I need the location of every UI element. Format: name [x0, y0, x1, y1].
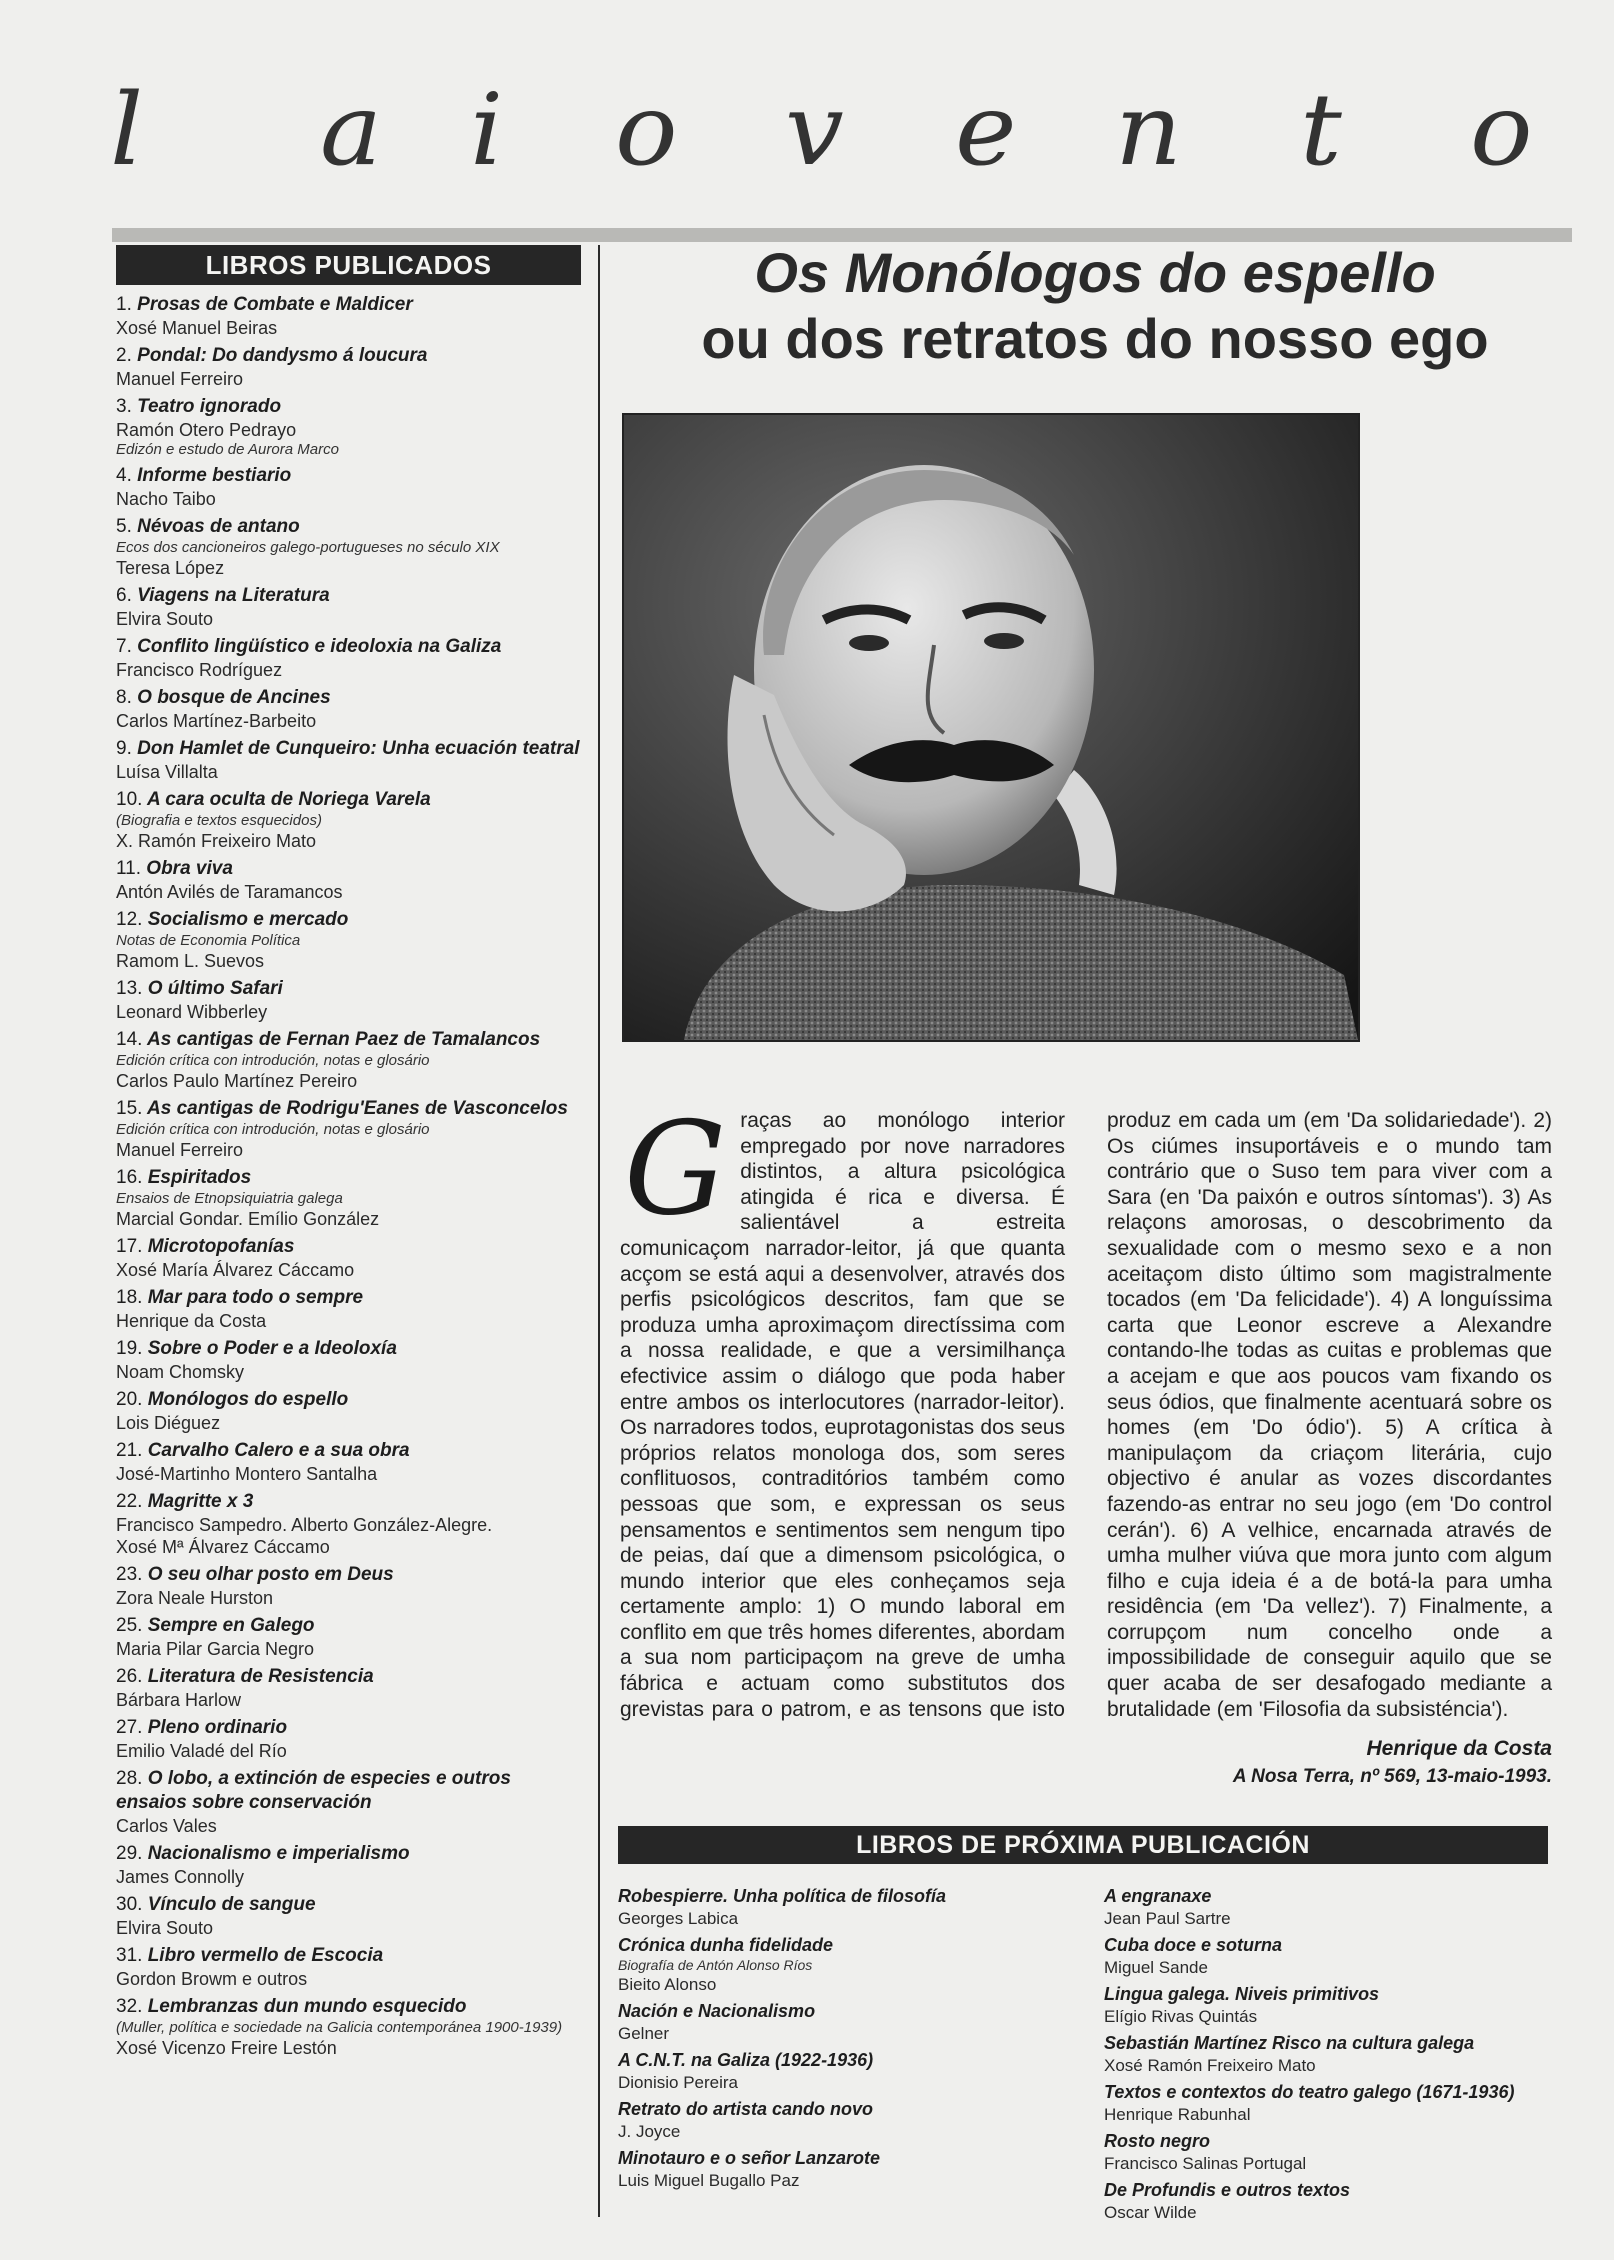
book-title: Sobre o Poder e a Ideoloxía [147, 1338, 397, 1359]
book-title-line [116, 1337, 581, 1361]
book-author: Elvira Souto [116, 609, 214, 629]
upcoming-book-entry [618, 1933, 1088, 1996]
book-author: Carlos Martínez-Barbeito [116, 711, 317, 731]
book-entry [116, 395, 581, 459]
masthead-letter: v [785, 72, 844, 188]
book-author: Francisco Rodríguez [116, 660, 283, 680]
book-entry [116, 686, 581, 732]
book-entry [116, 1028, 581, 1092]
book-entry [116, 344, 581, 390]
book-entry [116, 1337, 581, 1383]
book-number: 2. [116, 345, 132, 366]
masthead-letter: i [470, 72, 504, 188]
book-title: Sempre en Galego [147, 1615, 315, 1636]
book-title: Literatura de Resistencia [147, 1666, 374, 1687]
upcoming-book-author: Francisco Salinas Portugal [1104, 2154, 1307, 2173]
book-entry [116, 1097, 581, 1161]
masthead-letter: o [1470, 72, 1533, 188]
book-number: 11. [116, 858, 142, 879]
book-author: Lois Diéguez [116, 1413, 221, 1433]
book-title: As cantigas de Rodrigu'Eanes de Vasconcelos [147, 1098, 568, 1119]
upcoming-book-title: Lingua galega. Niveis primitivos [1104, 1984, 1380, 2004]
book-number: 25. [116, 1615, 143, 1636]
book-number: 3. [116, 396, 132, 417]
book-entry [116, 857, 581, 903]
book-title: Vínculo de sangue [147, 1894, 316, 1915]
upcoming-book-entry [1104, 2129, 1574, 2175]
book-number: 29. [116, 1843, 143, 1864]
book-author: Gordon Browm e outros [116, 1969, 308, 1989]
book-author: Francisco Sampedro. Alberto González-Alegre. [116, 1515, 493, 1535]
upcoming-book-entry [618, 1884, 1088, 1930]
book-title: O último Safari [147, 978, 283, 999]
book-title: A cara oculta de Noriega Varela [147, 789, 431, 810]
book-author: Noam Chomsky [116, 1362, 245, 1382]
book-subtitle: Ecos dos cancioneiros galego-portugueses no século XIX [116, 539, 500, 556]
book-number: 19. [116, 1338, 143, 1359]
book-entry [116, 908, 581, 972]
book-number: 6. [116, 585, 132, 606]
upcoming-book-entry [618, 2097, 1088, 2143]
byline-author: Henrique da Costa [1366, 1737, 1552, 1760]
upcoming-book-entry [618, 2048, 1088, 2094]
book-author: Nacho Taibo [116, 489, 216, 509]
masthead-letter: l [110, 72, 144, 188]
book-title: Viagens na Literatura [137, 585, 330, 606]
book-title: Don Hamlet de Cunqueiro: Unha ecuación teatral [137, 738, 580, 759]
book-title: Prosas de Combate e Maldicer [137, 294, 413, 315]
upcoming-book-author: J. Joyce [618, 2122, 681, 2141]
upcoming-book-title: De Profundis e outros textos [1104, 2180, 1351, 2200]
upcoming-list-right [1104, 1884, 1574, 2227]
headline-line-1: Os Monólogos do espello [754, 241, 1436, 304]
masthead-letter: a [320, 72, 383, 188]
article-byline [1140, 1735, 1552, 1791]
headline-line-2: ou dos retratos do nosso ego [701, 307, 1489, 370]
book-number: 17. [116, 1236, 143, 1257]
book-title-line [116, 1842, 581, 1866]
book-entry [116, 1490, 581, 1558]
book-number: 27. [116, 1717, 143, 1738]
book-entry [116, 1439, 581, 1485]
book-title: As cantigas de Fernan Paez de Tamalancos [147, 1029, 541, 1050]
book-title: O seu olhar posto em Deus [147, 1564, 394, 1585]
book-title-line [116, 1767, 581, 1815]
book-number: 9. [116, 738, 132, 759]
book-author: James Connolly [116, 1867, 245, 1887]
book-author: Manuel Ferreiro [116, 1140, 244, 1160]
upcoming-book-entry [1104, 1884, 1574, 1930]
book-subtitle: Edición crítica con introdución, notas e glosário [116, 1121, 430, 1138]
book-title: O lobo, a extinción de especies e outros ensaios sobre conservación [116, 1768, 511, 1813]
byline-source: A Nosa Terra, nº 569, 13-maio-1993. [1232, 1766, 1552, 1787]
book-number: 21. [116, 1440, 143, 1461]
book-title: Carvalho Calero e a sua obra [147, 1440, 410, 1461]
book-note: Edizón e estudo de Aurora Marco [116, 441, 339, 458]
book-entry [116, 584, 581, 630]
upcoming-book-author: Luis Miguel Bugallo Paz [618, 2171, 800, 2190]
book-entry [116, 1716, 581, 1762]
upcoming-book-title: Textos e contextos do teatro galego (1671-1936) [1104, 2082, 1515, 2102]
book-author: Maria Pilar Garcia Negro [116, 1639, 315, 1659]
book-entry [116, 977, 581, 1023]
book-title-line [116, 1944, 581, 1968]
book-title-line [116, 737, 581, 761]
book-title-line [116, 1388, 581, 1412]
upcoming-book-title: Cuba doce e soturna [1104, 1935, 1283, 1955]
upcoming-book-author: Jean Paul Sartre [1104, 1909, 1231, 1928]
book-title-line [116, 1614, 581, 1638]
book-author: Xosé Vicenzo Freire Lestón [116, 2038, 337, 2058]
book-subtitle: (Muller, política e sociedade na Galicia contemporánea 1900-1939) [116, 2019, 563, 2036]
book-title-line [116, 1665, 581, 1689]
book-title-line [116, 1166, 581, 1190]
book-subtitle: Edición crítica con introdución, notas e glosário [116, 1052, 430, 1069]
book-author: Zora Neale Hurston [116, 1588, 274, 1608]
book-title: Informe bestiario [137, 465, 292, 486]
upcoming-book-subtitle: Biografía de Antón Alonso Ríos [618, 1957, 813, 1973]
book-author: Antón Avilés de Taramancos [116, 882, 343, 902]
upcoming-book-entry [1104, 1982, 1574, 2028]
book-author: X. Ramón Freixeiro Mato [116, 831, 317, 851]
book-number: 22. [116, 1491, 143, 1512]
masthead-letter: o [615, 72, 678, 188]
upcoming-book-entry [1104, 2031, 1574, 2077]
upcoming-list-left [618, 1884, 1088, 2195]
upcoming-heading: LIBROS DE PRÓXIMA PUBLICACIÓN [618, 1826, 1548, 1864]
book-title-line [116, 1439, 581, 1463]
book-number: 8. [116, 687, 132, 708]
article-body [620, 1095, 1552, 1722]
book-title: Névoas de antano [137, 516, 300, 537]
book-entry [116, 1767, 581, 1837]
book-title-line [116, 1893, 581, 1917]
book-title-line [116, 1716, 581, 1740]
upcoming-book-author: Henrique Rabunhal [1104, 2105, 1251, 2124]
upcoming-book-entry [618, 1999, 1088, 2045]
masthead-letter: n [1115, 72, 1182, 188]
book-entry [116, 1665, 581, 1711]
upcoming-book-title: A engranaxe [1104, 1886, 1212, 1906]
book-entry [116, 293, 581, 339]
article-text: raças ao monólogo interior empregado por nove narradores distintos, a altura psicológica atingida é rica e diversa. É salientável a estreita comunicaçom narrador-leitor, já que quanta acçom se está aqui a desenvolver, através dos perfis psicológicos descritos, fam que se produza umha aproximaçom directíssima com a nossa realidade, e que a versimilhança efectivice assim o diálogo que poda haber entre ambos os interlocutores (narrador-leitor). Os narradores todos, euprotagonistas dos seus próprios relatos monologa dos, som seres conflituosos, contraditórios também como pessoas que som, e expressan os seus pensamentos e sentimentos sem nengum tipo de peias, daí que a dimensom psicológica, o mundo interior que eles conheçamos seja certamente amplo: 1) O mundo laboral em conflito em que três homes diferentes, abordam a sua nom participaçom na greve de umha fábrica e actuam como substitutos dos grevistas para o patrom, e as tensons que isto produz em cada um (em 'Da solidariedade'). 2) Os ciúmes insuportáveis e o mundo tam contrário que o Suso tem para viver com a Sara (en 'Da paixón e outros síntomas'). 3) As relaçons amorosas, o descobrimento da sexualidade com o mesmo sexo e a non aceitaçom disto último som magistralmente tocados (em 'Da felicidade'). 4) A longuíssima carta que Leonor escreve a Alexandre contando-lhe todas as cuitas e problemas que a acejam e que aos poucos vam fixando os seus ódios, que finalmente acentuará sobre os homes (em 'Do ódio'). 5) A crítica à manipulaçom da criaçom literária, cujo objectivo é anular as vozes discordantes fazendo-as entrar no seu jogo (em 'Do control cerán'). 6) A velhice, encarnada através de umha mulher viúva que mora junto com algum filho e cuja ideia é a de botá-la para umha residência (em 'Da vellez'). 7) Finalmente, a corrupçom num concelho onde a impossibilidade de conseguir aquilo que se quer acaba de ser desafogado mediante a brutalidade (em 'Filosofia da subsisténcia'). [620, 1109, 1552, 1721]
upcoming-book-author: Elígio Rivas Quintás [1104, 2007, 1258, 2026]
upcoming-book-title: Crónica dunha fidelidade [618, 1935, 834, 1955]
book-title: Mar para todo o sempre [147, 1287, 364, 1308]
upcoming-book-title: Sebastián Martínez Risco na cultura galega [1104, 2033, 1475, 2053]
upcoming-book-author: Dionisio Pereira [618, 2073, 738, 2092]
book-title-line [116, 1286, 581, 1310]
masthead [110, 55, 1590, 205]
book-author: Xosé Manuel Beiras [116, 318, 278, 338]
book-number: 14. [116, 1029, 143, 1050]
book-title-line [116, 977, 581, 1001]
book-subtitle: Ensaios de Etnopsiquiatria galega [116, 1190, 343, 1207]
book-number: 32. [116, 1996, 143, 2017]
book-author: Ramom L. Suevos [116, 951, 265, 971]
book-entry [116, 1944, 581, 1990]
upcoming-book-author: Miguel Sande [1104, 1958, 1208, 1977]
upcoming-book-entry [1104, 2080, 1574, 2126]
book-entry [116, 788, 581, 852]
book-title: Espiritados [147, 1167, 252, 1188]
book-number: 20. [116, 1389, 143, 1410]
book-number: 26. [116, 1666, 143, 1687]
drop-cap: G [624, 1095, 727, 1244]
book-number: 4. [116, 465, 132, 486]
book-title-line [116, 788, 581, 812]
masthead-letter: e [955, 72, 1017, 188]
upcoming-book-author: Bieito Alonso [618, 1975, 717, 1994]
book-subtitle: (Biografia e textos esquecidos) [116, 812, 322, 829]
book-author: Teresa López [116, 558, 225, 578]
book-title: Nacionalismo e imperialismo [147, 1843, 410, 1864]
author-portrait-photo [622, 413, 1360, 1042]
upcoming-book-title: Minotauro e o señor Lanzarote [618, 2148, 881, 2168]
book-title: Pleno ordinario [147, 1717, 288, 1738]
book-subtitle: Notas de Economia Política [116, 932, 301, 949]
book-title-line [116, 515, 581, 539]
book-number: 12. [116, 909, 143, 930]
book-entry [116, 1563, 581, 1609]
book-title-line [116, 1563, 581, 1587]
upcoming-book-author: Xosé Ramón Freixeiro Mato [1104, 2056, 1316, 2075]
book-title-line [116, 635, 581, 659]
book-number: 5. [116, 516, 132, 537]
book-title-line [116, 908, 581, 932]
book-author: Xosé María Álvarez Cáccamo [116, 1260, 355, 1280]
upcoming-book-entry [1104, 1933, 1574, 1979]
book-entry [116, 515, 581, 579]
book-title-line [116, 395, 581, 419]
upcoming-book-title: A C.N.T. na Galiza (1922-1936) [618, 2050, 874, 2070]
book-number: 7. [116, 636, 132, 657]
book-author: Bárbara Harlow [116, 1690, 242, 1710]
book-author: Carlos Paulo Martínez Pereiro [116, 1071, 358, 1091]
book-title-line [116, 1490, 581, 1514]
book-title: Conflito lingüístico e ideoloxia na Galiza [137, 636, 502, 657]
book-title-line [116, 344, 581, 368]
book-list [116, 293, 581, 2059]
upcoming-book-title: Nación e Nacionalismo [618, 2001, 816, 2021]
book-title: Microtopofanías [147, 1236, 295, 1257]
book-entry [116, 1388, 581, 1434]
book-number: 15. [116, 1098, 143, 1119]
upcoming-book-author: Oscar Wilde [1104, 2203, 1197, 2222]
book-entry [116, 1614, 581, 1660]
book-author: Henrique da Costa [116, 1311, 267, 1331]
book-entry [116, 1166, 581, 1230]
book-title-line [116, 1097, 581, 1121]
book-entry [116, 635, 581, 681]
masthead-letter: t [1300, 72, 1342, 188]
book-author: Carlos Vales [116, 1816, 217, 1836]
book-title: Lembranzas dun mundo esquecido [147, 1996, 467, 2017]
book-title: Pondal: Do dandysmo á loucura [137, 345, 428, 366]
book-author: Emilio Valadé del Río [116, 1741, 287, 1761]
book-number: 18. [116, 1287, 143, 1308]
book-number: 30. [116, 1894, 143, 1915]
upcoming-book-author: Gelner [618, 2024, 670, 2043]
book-title-line [116, 1995, 581, 2019]
book-title: Magritte x 3 [147, 1491, 254, 1512]
book-title: Obra viva [146, 858, 233, 879]
article-headline [610, 240, 1580, 372]
book-title: Libro vermello de Escocia [147, 1945, 384, 1966]
book-author: Leonard Wibberley [116, 1002, 268, 1022]
book-author: Ramón Otero Pedrayo [116, 420, 297, 440]
book-entry [116, 737, 581, 783]
upcoming-book-title: Robespierre. Unha política de filosofía [618, 1886, 947, 1906]
upcoming-book-entry [1104, 2178, 1574, 2224]
column-divider [598, 245, 600, 2217]
book-title-line [116, 857, 581, 881]
upcoming-book-title: Retrato do artista cando novo [618, 2099, 874, 2119]
book-author: Manuel Ferreiro [116, 369, 244, 389]
book-title-line [116, 1028, 581, 1052]
book-title-line [116, 686, 581, 710]
sidebar-heading: LIBROS PUBLICADOS [116, 245, 581, 285]
book-entry [116, 1286, 581, 1332]
book-title-line [116, 293, 581, 317]
book-entry [116, 464, 581, 510]
book-author: Marcial Gondar. Emílio González [116, 1209, 380, 1229]
upcoming-book-entry [618, 2146, 1088, 2192]
book-title-line [116, 464, 581, 488]
book-title: Teatro ignorado [137, 396, 282, 417]
book-title: O bosque de Ancines [137, 687, 331, 708]
book-number: 1. [116, 294, 132, 315]
book-entry [116, 1235, 581, 1281]
book-number: 16. [116, 1167, 143, 1188]
sidebar-published-books [116, 245, 581, 2064]
book-entry [116, 1842, 581, 1888]
book-number: 31. [116, 1945, 143, 1966]
book-author: Elvira Souto [116, 1918, 214, 1938]
book-author: José-Martinho Montero Santalha [116, 1464, 378, 1484]
book-author: Luísa Villalta [116, 762, 218, 782]
book-number: 13. [116, 978, 143, 999]
book-entry [116, 1995, 581, 2059]
book-title: Monólogos do espello [147, 1389, 349, 1410]
book-entry [116, 1893, 581, 1939]
book-author: Xosé Mª Álvarez Cáccamo [116, 1537, 330, 1557]
book-title: Socialismo e mercado [147, 909, 349, 930]
book-title-line [116, 584, 581, 608]
book-number: 28. [116, 1768, 143, 1789]
book-title-line [116, 1235, 581, 1259]
upcoming-book-author: Georges Labica [618, 1909, 739, 1928]
book-number: 10. [116, 789, 143, 810]
book-number: 23. [116, 1564, 143, 1585]
upcoming-book-title: Rosto negro [1104, 2131, 1210, 2151]
